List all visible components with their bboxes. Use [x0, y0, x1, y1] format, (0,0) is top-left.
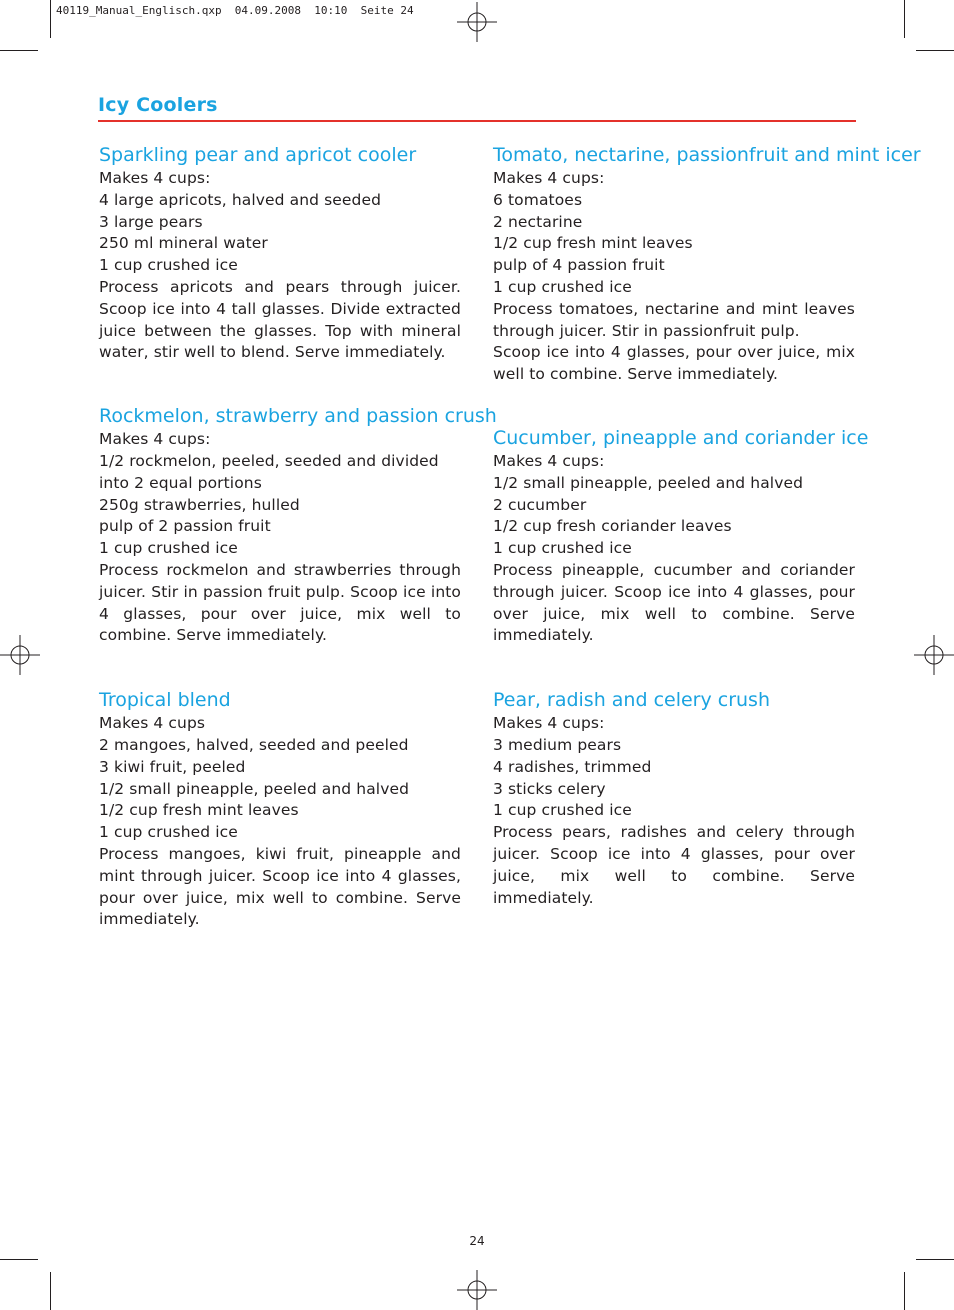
crop-mark [50, 1272, 51, 1310]
ingredient-line: into 2 equal portions [99, 473, 262, 492]
crop-mark [916, 50, 954, 51]
crop-mark [904, 0, 905, 38]
ingredient-line: Makes 4 cups: [493, 169, 605, 187]
ingredient-line: 1 cup crushed ice [99, 539, 238, 558]
ingredient-line: pulp of 4 passion fruit [493, 256, 665, 275]
ingredient-line: 3 medium pears [493, 735, 622, 754]
recipe-title: Sparkling pear and apricot cooler [99, 144, 417, 166]
crop-mark [0, 1259, 38, 1260]
page-number: 24 [469, 1234, 485, 1248]
ingredient-line: Makes 4 cups [99, 714, 206, 733]
ingredient-line: 1 cup crushed ice [99, 823, 238, 842]
crop-mark [50, 0, 51, 38]
ingredient-line: Makes 4 cups: [99, 430, 211, 449]
recipe-method: Process rockmelon and strawberries through juicer. Stir in passion fruit pulp. Scoop ice into 4 glasses, pour over juice, mix well to combine. Serve immediately. [99, 560, 461, 645]
registration-mark-icon [457, 2, 497, 42]
ingredient-line: 1 cup crushed ice [99, 256, 238, 275]
ingredient-line: 1 cup crushed ice [493, 277, 632, 296]
ingredient-line: Makes 4 cups: [493, 714, 605, 733]
recipe-title: Cucumber, pineapple and coriander ice [493, 426, 869, 449]
recipe-method: Process pineapple, cucumber and coriander through juicer. Scoop ice into 4 glasses, pour over juice, mix well to combine. Serve immediately. [493, 560, 855, 645]
print-slug: 40119_Manual_Englisch.qxp 04.09.2008 10:10 Seite 24 [56, 4, 414, 17]
ingredient-line: 1/2 small pineapple, peeled and halved [493, 473, 804, 492]
recipe-rockmelon-strawberry-passion [99, 403, 497, 647]
title-rule [98, 120, 856, 122]
ingredient-line: 1 cup crushed ice [493, 539, 632, 558]
ingredient-line: 3 large pears [99, 212, 203, 231]
crop-mark [916, 1259, 954, 1260]
ingredient-line: 250g strawberries, hulled [99, 495, 300, 514]
recipe-method: Process apricots and pears through juicer. Scoop ice into 4 tall glasses. Divide extracted juice between the glasses. Top with mineral water, stir well to blend. Serve immediately. [99, 277, 461, 362]
recipe-method: Process tomatoes, nectarine and mint leaves through juicer. Stir in passionfruit pulp. [493, 299, 855, 340]
recipe-method: Process pears, radishes and celery through juicer. Scoop ice into 4 glasses, pour over juice, mix well to combine. Serve immediately. [493, 823, 855, 907]
ingredient-line: 4 large apricots, halved and seeded [99, 190, 382, 209]
recipe-pear-radish-celery [493, 687, 855, 909]
ingredient-line: 2 cucumber [493, 495, 587, 514]
ingredient-line: 1 cup crushed ice [493, 801, 632, 820]
registration-mark-icon [457, 1270, 497, 1310]
left-column [99, 142, 497, 931]
ingredient-line: 2 mangoes, halved, seeded and peeled [99, 735, 409, 754]
recipe-method: Scoop ice into 4 glasses, pour over juice, mix well to combine. Serve immediately. [493, 343, 855, 384]
right-column [493, 142, 921, 909]
ingredient-line: 3 sticks celery [493, 779, 606, 798]
recipe-cucumber-pineapple-coriander [493, 425, 869, 647]
recipe-sparkling-pear-apricot [99, 142, 461, 364]
recipe-title: Pear, radish and celery crush [493, 689, 771, 712]
ingredient-line: 6 tomatoes [493, 190, 583, 209]
registration-mark-icon [914, 635, 954, 675]
ingredient-line: 1/2 cup fresh coriander leaves [493, 517, 732, 536]
ingredient-line: 3 kiwi fruit, peeled [99, 757, 246, 776]
ingredient-line: 1/2 cup fresh mint leaves [99, 801, 299, 820]
recipe-tomato-nectarine-passionfruit-mint [493, 142, 921, 386]
ingredient-line: 1/2 rockmelon, peeled, seeded and divided [99, 451, 439, 470]
recipe-title: Tropical blend [99, 689, 231, 712]
ingredient-line: Makes 4 cups: [493, 451, 605, 470]
recipe-title: Rockmelon, strawberry and passion crush [99, 405, 497, 428]
ingredient-line: 250 ml mineral water [99, 234, 268, 253]
ingredient-line: 4 radishes, trimmed [493, 757, 652, 776]
crop-mark [904, 1272, 905, 1310]
recipe-title: Tomato, nectarine, passionfruit and mint icer [493, 144, 921, 166]
ingredient-line: 1/2 cup fresh mint leaves [493, 234, 693, 253]
page-title: Icy Coolers [98, 94, 218, 116]
ingredient-line: Makes 4 cups: [99, 169, 211, 187]
crop-mark [0, 50, 38, 51]
ingredient-line: 1/2 small pineapple, peeled and halved [99, 779, 410, 798]
ingredient-line: pulp of 2 passion fruit [99, 517, 271, 536]
recipe-tropical-blend [99, 687, 461, 931]
recipe-method: Process mangoes, kiwi fruit, pineapple and mint through juicer. Scoop ice into 4 glasses, pour over juice, mix well to combine. Serve immediately. [99, 844, 461, 929]
ingredient-line: 2 nectarine [493, 212, 583, 231]
registration-mark-icon [0, 635, 40, 675]
